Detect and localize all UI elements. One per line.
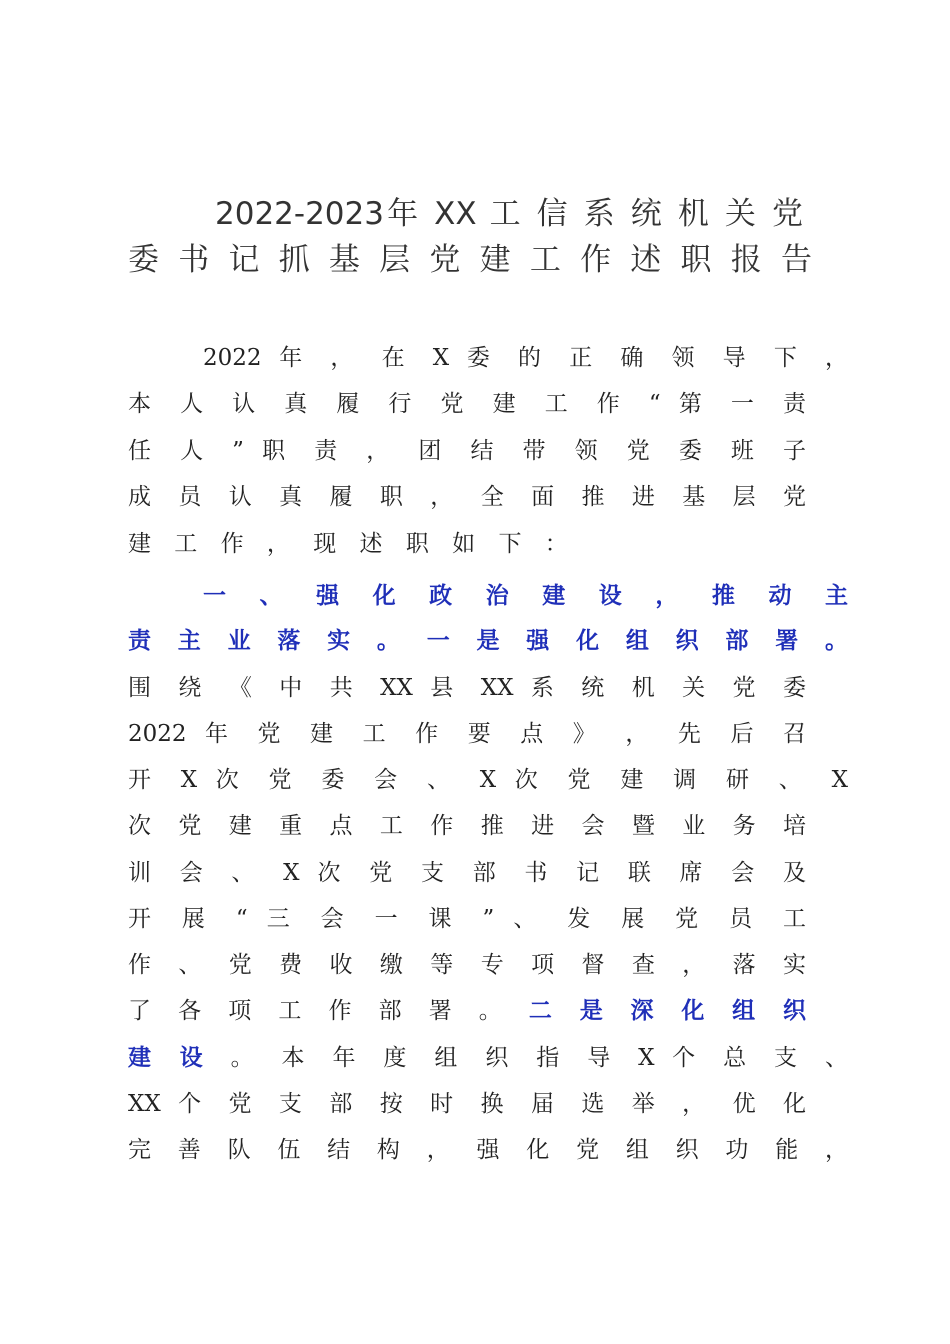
body-line (203, 343, 848, 373)
body-text: 完 善 队 伍 结 构 ， 强 化 党 组 织 功 能 ， (128, 1137, 848, 1163)
body-text: 任 人 ” 职 责 ， 团 结 带 领 党 委 班 子 (128, 438, 806, 464)
document-title-line-1: 2022-2023年 XX 工 信 系 统 机 关 党 (215, 196, 803, 232)
body-text: 本 人 认 真 履 行 党 建 工 作 “ 第 一 责 (128, 391, 806, 417)
body-line (128, 436, 806, 466)
body-text: 作 、 党 费 收 缴 等 专 项 督 查 ， 落 实 (128, 952, 806, 978)
highlighted-text: 建 设 (128, 1044, 213, 1071)
body-text: 2022 年 ， 在 X 委 的 正 确 领 导 下 ， (203, 345, 848, 371)
body-text: 训 会 、 X 次 党 支 部 书 记 联 席 会 及 (128, 860, 806, 886)
body-line (128, 719, 806, 749)
body-text: XX 个 党 支 部 按 时 换 届 选 举 ， 优 化 (128, 1091, 806, 1117)
body-line (128, 858, 806, 888)
body-line (128, 1135, 848, 1165)
body-line (128, 811, 806, 841)
body-text: 。 本 年 度 组 织 指 导 X 个 总 支 、 (212, 1045, 848, 1071)
body-line (128, 1089, 806, 1119)
body-line (128, 950, 806, 980)
document-title-line-2: 委 书 记 抓 基 层 党 建 工 作 述 职 报 告 (128, 242, 812, 278)
body-line (128, 1043, 848, 1073)
body-text: 次 党 建 重 点 工 作 推 进 会 暨 业 务 培 (128, 813, 806, 839)
body-text: 建 工 作 ， 现 述 职 如 下 ： (128, 531, 576, 557)
body-text: 了 各 项 工 作 部 署 。 (128, 998, 529, 1024)
body-line (128, 996, 806, 1026)
highlighted-text: 责 主 业 落 实 。 一 是 强 化 组 织 部 署 。 (128, 627, 848, 654)
body-line (128, 626, 848, 656)
body-line (128, 529, 848, 559)
body-text: 围 绕 《 中 共 XX 县 XX 系 统 机 关 党 委 (128, 675, 806, 701)
highlighted-text: 一 、 强 化 政 治 建 设 ， 推 动 主 (203, 582, 848, 609)
body-text: 开 展 “ 三 会 一 课 ” 、 发 展 党 员 工 (128, 906, 806, 932)
body-text: 开 X 次 党 委 会 、 X 次 党 建 调 研 、 X (128, 767, 848, 793)
body-line (128, 904, 806, 934)
body-line (128, 482, 806, 512)
body-line (128, 765, 848, 795)
body-text: 成 员 认 真 履 职 ， 全 面 推 进 基 层 党 (128, 484, 806, 510)
highlighted-text: 二 是 深 化 组 织 (528, 997, 806, 1024)
body-line (128, 673, 806, 703)
body-text: 2022 年 党 建 工 作 要 点 》 ， 先 后 召 (128, 721, 807, 747)
body-line (203, 581, 848, 611)
body-line (128, 389, 806, 419)
